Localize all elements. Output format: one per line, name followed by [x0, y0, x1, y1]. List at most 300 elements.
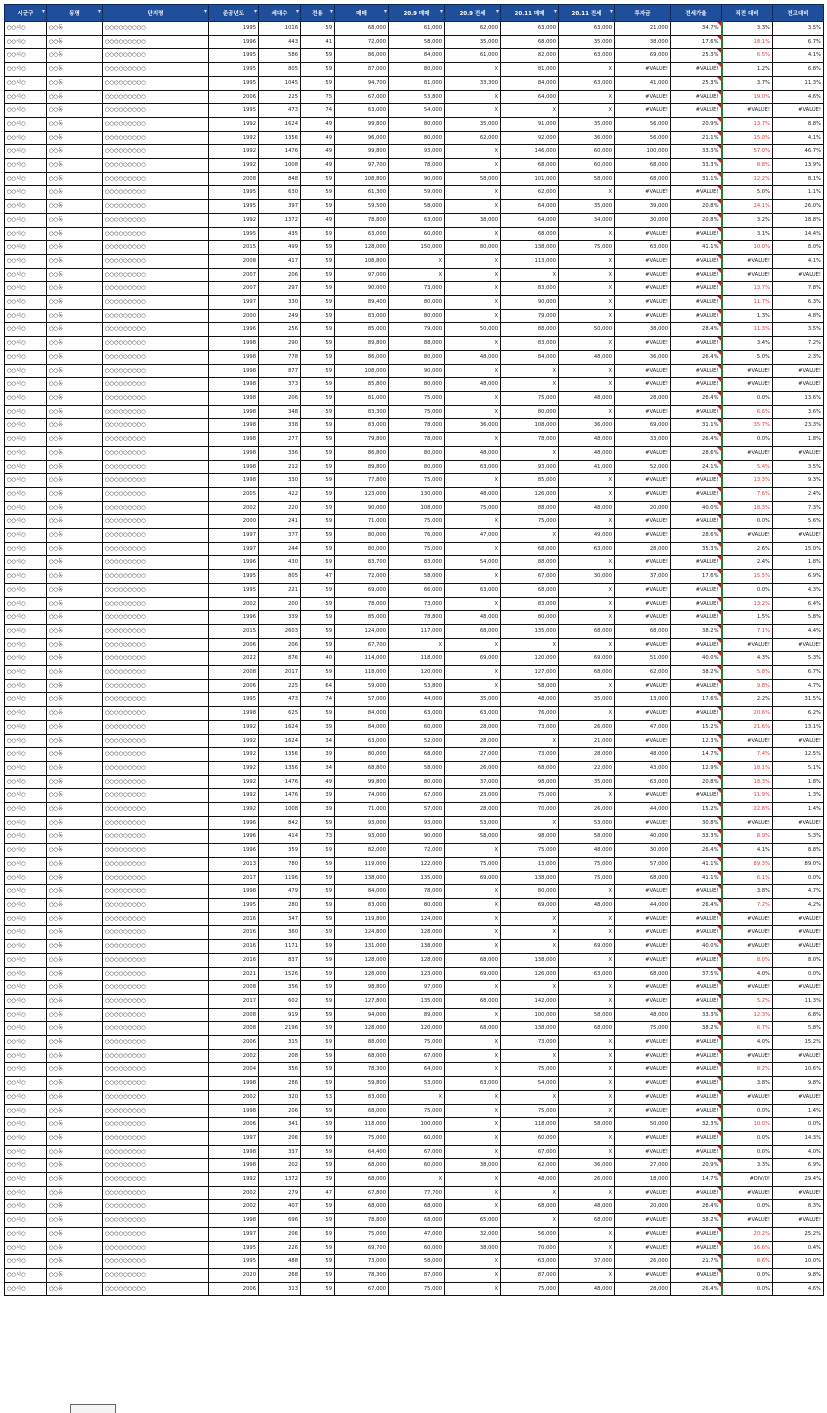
table-cell[interactable]: #VALUE!	[615, 1268, 671, 1282]
table-cell[interactable]: ○○동	[47, 131, 103, 145]
table-cell[interactable]: ○○동	[47, 446, 103, 460]
table-cell[interactable]: 48,000	[559, 446, 615, 460]
table-cell[interactable]: 90,000	[389, 172, 445, 186]
table-cell[interactable]: X	[559, 912, 615, 926]
table-cell[interactable]: 64	[301, 679, 335, 693]
table-cell[interactable]: #VALUE!	[722, 734, 773, 748]
table-cell[interactable]: 6.7%	[722, 1022, 773, 1036]
table-cell[interactable]: 0.0%	[722, 515, 773, 529]
column-header[interactable]	[5, 5, 47, 22]
table-cell[interactable]: 58,000	[389, 200, 445, 214]
table-cell[interactable]: 33,000	[615, 433, 671, 447]
table-cell[interactable]: #VALUE!	[615, 994, 671, 1008]
table-cell[interactable]: 1995	[209, 1241, 259, 1255]
table-cell[interactable]: ○○시○	[5, 761, 47, 775]
table-cell[interactable]: X	[559, 1090, 615, 1104]
table-cell[interactable]: #VALUE!	[615, 309, 671, 323]
table-cell[interactable]: 1998	[209, 419, 259, 433]
table-cell[interactable]: 88,000	[501, 501, 559, 515]
table-cell[interactable]: ○○시○	[5, 583, 47, 597]
table-cell[interactable]: ○○시○	[5, 474, 47, 488]
table-cell[interactable]: ○○시○	[5, 597, 47, 611]
table-cell[interactable]: 48,000	[615, 748, 671, 762]
table-cell[interactable]: 0.0%	[722, 1104, 773, 1118]
table-cell[interactable]: ○○○○○○○○○	[103, 542, 209, 556]
table-cell[interactable]: #VALUE!	[773, 816, 824, 830]
table-cell[interactable]: 69,000	[445, 967, 501, 981]
table-cell[interactable]: 1196	[259, 871, 301, 885]
table-cell[interactable]: 47,000	[445, 529, 501, 543]
table-cell[interactable]: 25.3%	[671, 49, 722, 63]
table-cell[interactable]: 68,000	[501, 542, 559, 556]
table-cell[interactable]: 100,000	[501, 1008, 559, 1022]
table-cell[interactable]: 63,000	[445, 583, 501, 597]
table-cell[interactable]: ○○동	[47, 323, 103, 337]
table-cell[interactable]: 39	[301, 748, 335, 762]
table-cell[interactable]: ○○○○○○○○○	[103, 624, 209, 638]
table-cell[interactable]: 73,000	[501, 748, 559, 762]
table-cell[interactable]: 1996	[209, 556, 259, 570]
table-cell[interactable]: ○○○○○○○○○	[103, 570, 209, 584]
table-cell[interactable]: 69,000	[335, 583, 389, 597]
table-cell[interactable]: 63,000	[559, 542, 615, 556]
table-cell[interactable]: 73,000	[501, 720, 559, 734]
table-cell[interactable]: ○○동	[47, 542, 103, 556]
table-cell[interactable]: 67,000	[501, 1145, 559, 1159]
table-cell[interactable]: 38,000	[445, 1159, 501, 1173]
table-cell[interactable]: 1372	[259, 1173, 301, 1187]
table-cell[interactable]: ○○동	[47, 1145, 103, 1159]
table-cell[interactable]: 67,000	[389, 1145, 445, 1159]
table-cell[interactable]: 53,000	[559, 816, 615, 830]
table-cell[interactable]: ○○동	[47, 337, 103, 351]
table-cell[interactable]: 77,700	[389, 1186, 445, 1200]
table-cell[interactable]: X	[445, 282, 501, 296]
table-cell[interactable]: 119,800	[335, 912, 389, 926]
table-cell[interactable]: 89.0%	[773, 857, 824, 871]
table-cell[interactable]: 59	[301, 323, 335, 337]
table-cell[interactable]: 41.1%	[671, 871, 722, 885]
table-cell[interactable]: 54,000	[389, 104, 445, 118]
table-cell[interactable]: 62,000	[501, 186, 559, 200]
table-cell[interactable]: X	[445, 337, 501, 351]
table-cell[interactable]: X	[445, 145, 501, 159]
table-cell[interactable]: 397	[259, 200, 301, 214]
table-cell[interactable]: 83,300	[335, 405, 389, 419]
table-cell[interactable]: #VALUE!	[671, 1077, 722, 1091]
table-cell[interactable]: 48,000	[559, 350, 615, 364]
table-cell[interactable]: 2008	[209, 981, 259, 995]
table-cell[interactable]: ○○동	[47, 117, 103, 131]
table-cell[interactable]: 69,000	[501, 899, 559, 913]
table-cell[interactable]: 59	[301, 227, 335, 241]
table-cell[interactable]: 27,000	[615, 1159, 671, 1173]
table-cell[interactable]: ○○○○○○○○○	[103, 816, 209, 830]
filter-dropdown-icon[interactable]: ▾	[383, 8, 387, 15]
table-cell[interactable]: X	[559, 1104, 615, 1118]
table-cell[interactable]: X	[389, 1090, 445, 1104]
table-cell[interactable]: 69,000	[445, 871, 501, 885]
column-header[interactable]	[501, 5, 559, 22]
table-cell[interactable]: 330	[259, 474, 301, 488]
table-cell[interactable]: 48,000	[559, 391, 615, 405]
table-cell[interactable]: 67,000	[335, 1282, 389, 1296]
table-cell[interactable]: 99,800	[335, 117, 389, 131]
table-cell[interactable]: ○○동	[47, 885, 103, 899]
table-cell[interactable]: X	[559, 474, 615, 488]
table-cell[interactable]: 67,000	[501, 570, 559, 584]
table-cell[interactable]: 1992	[209, 775, 259, 789]
table-cell[interactable]: 76,000	[389, 529, 445, 543]
table-cell[interactable]: X	[445, 885, 501, 899]
table-cell[interactable]: #VALUE!	[671, 309, 722, 323]
table-cell[interactable]: 0.0%	[722, 391, 773, 405]
table-cell[interactable]: 35,000	[445, 693, 501, 707]
table-cell[interactable]: ○○동	[47, 707, 103, 721]
table-cell[interactable]: #VALUE!	[773, 981, 824, 995]
table-cell[interactable]: 2007	[209, 282, 259, 296]
table-cell[interactable]: 630	[259, 186, 301, 200]
table-cell[interactable]: #VALUE!	[615, 529, 671, 543]
table-cell[interactable]: ○○동	[47, 720, 103, 734]
table-cell[interactable]: ○○동	[47, 1214, 103, 1228]
table-cell[interactable]: ○○동	[47, 419, 103, 433]
table-cell[interactable]: ○○시○	[5, 405, 47, 419]
table-cell[interactable]: 2017	[209, 871, 259, 885]
table-cell[interactable]: 79,000	[389, 323, 445, 337]
table-cell[interactable]: X	[445, 597, 501, 611]
table-cell[interactable]: 6.2%	[773, 707, 824, 721]
table-cell[interactable]: X	[559, 1049, 615, 1063]
table-cell[interactable]: ○○○○○○○○○	[103, 1104, 209, 1118]
table-cell[interactable]: 94,700	[335, 76, 389, 90]
table-cell[interactable]: X	[445, 405, 501, 419]
table-cell[interactable]: 59	[301, 487, 335, 501]
table-cell[interactable]: 59	[301, 1036, 335, 1050]
table-cell[interactable]: 2000	[209, 515, 259, 529]
table-cell[interactable]: ○○○○○○○○○	[103, 611, 209, 625]
table-cell[interactable]: 3.2%	[722, 213, 773, 227]
table-cell[interactable]: 59	[301, 268, 335, 282]
table-cell[interactable]: #VALUE!	[671, 611, 722, 625]
table-cell[interactable]: 80,000	[389, 117, 445, 131]
table-cell[interactable]: 7.4%	[722, 748, 773, 762]
table-cell[interactable]: #VALUE!	[671, 1063, 722, 1077]
table-cell[interactable]: ○○동	[47, 49, 103, 63]
table-cell[interactable]: 59	[301, 707, 335, 721]
table-cell[interactable]: #VALUE!	[615, 1049, 671, 1063]
table-cell[interactable]: 75,000	[501, 844, 559, 858]
table-cell[interactable]: 58,000	[559, 172, 615, 186]
table-cell[interactable]: 11.3%	[773, 76, 824, 90]
table-cell[interactable]: 1995	[209, 583, 259, 597]
table-cell[interactable]: 63,000	[335, 104, 389, 118]
table-cell[interactable]: 142,000	[501, 994, 559, 1008]
table-cell[interactable]: 11.3%	[722, 323, 773, 337]
table-cell[interactable]: 1996	[209, 830, 259, 844]
table-cell[interactable]: 40.0%	[671, 652, 722, 666]
table-cell[interactable]: 21.6%	[722, 720, 773, 734]
table-cell[interactable]: 11.7%	[722, 296, 773, 310]
table-cell[interactable]: 68,000	[335, 1049, 389, 1063]
table-cell[interactable]: ○○시○	[5, 830, 47, 844]
table-cell[interactable]: #VALUE!	[615, 1214, 671, 1228]
table-cell[interactable]: ○○시○	[5, 940, 47, 954]
table-cell[interactable]: 83,000	[501, 597, 559, 611]
table-cell[interactable]: X	[445, 1090, 501, 1104]
table-cell[interactable]: 78,000	[389, 159, 445, 173]
table-cell[interactable]: 35,000	[559, 775, 615, 789]
table-cell[interactable]: 0.0%	[722, 1282, 773, 1296]
table-cell[interactable]: 56,000	[615, 131, 671, 145]
table-cell[interactable]: X	[501, 104, 559, 118]
table-cell[interactable]: 435	[259, 227, 301, 241]
table-cell[interactable]: 73,000	[335, 1255, 389, 1269]
table-cell[interactable]: ○○동	[47, 652, 103, 666]
table-cell[interactable]: 75,000	[389, 391, 445, 405]
table-cell[interactable]: 2002	[209, 501, 259, 515]
table-cell[interactable]: 48,000	[501, 1173, 559, 1187]
table-cell[interactable]: #VALUE!	[671, 679, 722, 693]
table-cell[interactable]: 53,000	[389, 1077, 445, 1091]
table-cell[interactable]: X	[445, 926, 501, 940]
table-cell[interactable]: #VALUE!	[773, 1214, 824, 1228]
table-cell[interactable]: #VALUE!	[671, 296, 722, 310]
table-cell[interactable]: 20.6%	[722, 707, 773, 721]
table-cell[interactable]: 58,000	[445, 830, 501, 844]
table-cell[interactable]: #VALUE!	[671, 1090, 722, 1104]
table-cell[interactable]: ○○시○	[5, 666, 47, 680]
table-cell[interactable]: 84,000	[335, 885, 389, 899]
table-cell[interactable]: 2002	[209, 1049, 259, 1063]
table-cell[interactable]: X	[445, 844, 501, 858]
table-cell[interactable]: 68,000	[335, 1200, 389, 1214]
table-cell[interactable]: X	[559, 186, 615, 200]
table-cell[interactable]: 206	[259, 268, 301, 282]
table-cell[interactable]: 135,000	[389, 994, 445, 1008]
table-cell[interactable]: 59	[301, 1063, 335, 1077]
table-cell[interactable]: 50,000	[559, 323, 615, 337]
table-cell[interactable]: #VALUE!	[615, 268, 671, 282]
table-cell[interactable]: 1356	[259, 761, 301, 775]
table-cell[interactable]: 2006	[209, 1282, 259, 1296]
table-cell[interactable]: 2603	[259, 624, 301, 638]
table-cell[interactable]: 75,000	[335, 1227, 389, 1241]
table-cell[interactable]: 59	[301, 953, 335, 967]
table-cell[interactable]: 74,000	[335, 789, 389, 803]
table-cell[interactable]: ○○○○○○○○○	[103, 1186, 209, 1200]
table-cell[interactable]: 90,000	[335, 282, 389, 296]
table-cell[interactable]: 38.2%	[671, 1214, 722, 1228]
table-cell[interactable]: #VALUE!	[671, 337, 722, 351]
table-cell[interactable]: 43,000	[615, 761, 671, 775]
table-cell[interactable]: 20.9%	[671, 1159, 722, 1173]
table-cell[interactable]: 17.6%	[671, 570, 722, 584]
table-cell[interactable]: 59	[301, 200, 335, 214]
table-cell[interactable]: 7.8%	[773, 282, 824, 296]
table-cell[interactable]: #VALUE!	[671, 227, 722, 241]
table-cell[interactable]: X	[559, 515, 615, 529]
table-cell[interactable]: 89,000	[389, 1008, 445, 1022]
table-cell[interactable]: ○○동	[47, 1159, 103, 1173]
table-cell[interactable]: ○○○○○○○○○	[103, 803, 209, 817]
table-cell[interactable]: 63,000	[445, 460, 501, 474]
table-cell[interactable]: X	[445, 1036, 501, 1050]
table-cell[interactable]: 7.2%	[722, 899, 773, 913]
table-cell[interactable]: 59	[301, 405, 335, 419]
table-cell[interactable]: 59	[301, 474, 335, 488]
table-cell[interactable]: 68,000	[389, 1200, 445, 1214]
table-cell[interactable]: 75,000	[389, 515, 445, 529]
table-cell[interactable]: 6.9%	[773, 570, 824, 584]
table-cell[interactable]: 35,000	[559, 117, 615, 131]
table-cell[interactable]: 63,000	[559, 49, 615, 63]
table-cell[interactable]: ○○시○	[5, 433, 47, 447]
table-cell[interactable]: ○○시○	[5, 63, 47, 77]
table-cell[interactable]: ○○동	[47, 63, 103, 77]
table-cell[interactable]: #VALUE!	[671, 789, 722, 803]
table-cell[interactable]: 69,000	[615, 49, 671, 63]
table-cell[interactable]: 39,000	[615, 200, 671, 214]
table-cell[interactable]: 2002	[209, 1200, 259, 1214]
table-cell[interactable]: X	[501, 940, 559, 954]
table-cell[interactable]: 59	[301, 460, 335, 474]
table-cell[interactable]: 124,000	[389, 912, 445, 926]
table-cell[interactable]: 1.2%	[722, 63, 773, 77]
table-cell[interactable]: 2008	[209, 1022, 259, 1036]
table-cell[interactable]: #VALUE!	[671, 953, 722, 967]
table-cell[interactable]: X	[501, 1090, 559, 1104]
table-cell[interactable]: ○○시○	[5, 131, 47, 145]
table-cell[interactable]: X	[501, 734, 559, 748]
table-cell[interactable]: 1998	[209, 378, 259, 392]
table-cell[interactable]: #VALUE!	[615, 104, 671, 118]
table-cell[interactable]: ○○동	[47, 994, 103, 1008]
table-cell[interactable]: #VALUE!	[615, 1186, 671, 1200]
table-cell[interactable]: 20.2%	[722, 1227, 773, 1241]
table-cell[interactable]: 88,000	[501, 556, 559, 570]
table-cell[interactable]: 120,000	[389, 666, 445, 680]
table-cell[interactable]: 3.3%	[722, 1159, 773, 1173]
table-cell[interactable]: 58,000	[559, 1008, 615, 1022]
table-cell[interactable]: 58,000	[559, 830, 615, 844]
table-cell[interactable]: 1995	[209, 104, 259, 118]
table-cell[interactable]: 23,000	[445, 789, 501, 803]
table-cell[interactable]: 22.8%	[722, 803, 773, 817]
table-cell[interactable]: #VALUE!	[615, 446, 671, 460]
table-cell[interactable]: ○○○○○○○○○	[103, 241, 209, 255]
table-cell[interactable]: 377	[259, 529, 301, 543]
table-cell[interactable]: X	[445, 940, 501, 954]
table-cell[interactable]: #VALUE!	[773, 378, 824, 392]
table-cell[interactable]: 61,000	[389, 22, 445, 36]
table-cell[interactable]: 1624	[259, 734, 301, 748]
column-header[interactable]	[389, 5, 445, 22]
table-cell[interactable]: 57,000	[389, 803, 445, 817]
table-cell[interactable]: 0.0%	[722, 433, 773, 447]
table-cell[interactable]: 20,000	[615, 501, 671, 515]
table-cell[interactable]: 1995	[209, 227, 259, 241]
table-cell[interactable]: X	[559, 1227, 615, 1241]
table-cell[interactable]: ○○동	[47, 775, 103, 789]
table-cell[interactable]: 28,000	[615, 391, 671, 405]
table-cell[interactable]: 39	[301, 720, 335, 734]
table-cell[interactable]: 73,000	[389, 282, 445, 296]
table-cell[interactable]: 1995	[209, 186, 259, 200]
table-cell[interactable]: 15.5%	[722, 570, 773, 584]
table-cell[interactable]: 1476	[259, 145, 301, 159]
table-cell[interactable]: ○○동	[47, 405, 103, 419]
table-cell[interactable]: 75,000	[501, 515, 559, 529]
table-cell[interactable]: #VALUE!	[671, 556, 722, 570]
table-cell[interactable]: X	[559, 1186, 615, 1200]
table-cell[interactable]: ○○시○	[5, 378, 47, 392]
table-cell[interactable]: ○○○○○○○○○	[103, 1268, 209, 1282]
table-cell[interactable]: ○○시○	[5, 570, 47, 584]
table-cell[interactable]: 40.0%	[671, 940, 722, 954]
table-cell[interactable]: ○○시○	[5, 1077, 47, 1091]
table-cell[interactable]: 120,000	[389, 1022, 445, 1036]
table-cell[interactable]: 74	[301, 104, 335, 118]
table-cell[interactable]: 6.8%	[773, 1008, 824, 1022]
table-cell[interactable]: 83,000	[501, 282, 559, 296]
table-cell[interactable]: 13.6%	[773, 391, 824, 405]
table-cell[interactable]: 59	[301, 433, 335, 447]
table-cell[interactable]: ○○동	[47, 1022, 103, 1036]
table-cell[interactable]: #VALUE!	[615, 254, 671, 268]
table-cell[interactable]: ○○○○○○○○○	[103, 419, 209, 433]
table-cell[interactable]: 59	[301, 1268, 335, 1282]
table-cell[interactable]: 1998	[209, 391, 259, 405]
table-cell[interactable]: 88,000	[501, 323, 559, 337]
table-cell[interactable]: 7.3%	[773, 501, 824, 515]
table-cell[interactable]: #VALUE!	[615, 1063, 671, 1077]
table-cell[interactable]: 422	[259, 487, 301, 501]
table-cell[interactable]: 0.0%	[773, 871, 824, 885]
table-cell[interactable]: #VALUE!	[615, 885, 671, 899]
table-cell[interactable]: ○○○○○○○○○	[103, 296, 209, 310]
table-cell[interactable]: 48,000	[445, 350, 501, 364]
table-cell[interactable]: 60,000	[501, 1131, 559, 1145]
table-cell[interactable]: 14.7%	[671, 1173, 722, 1187]
column-header[interactable]	[615, 5, 671, 22]
table-cell[interactable]: 118,000	[335, 666, 389, 680]
table-cell[interactable]: X	[559, 282, 615, 296]
table-cell[interactable]: ○○동	[47, 570, 103, 584]
table-cell[interactable]: 36,000	[445, 419, 501, 433]
table-cell[interactable]: 108,800	[335, 254, 389, 268]
table-cell[interactable]: ○○시○	[5, 254, 47, 268]
table-cell[interactable]: 1045	[259, 76, 301, 90]
table-cell[interactable]: 15.2%	[773, 1036, 824, 1050]
table-cell[interactable]: 47,000	[389, 1227, 445, 1241]
table-cell[interactable]: ○○동	[47, 145, 103, 159]
table-cell[interactable]: 59	[301, 1214, 335, 1228]
table-cell[interactable]: 83,000	[501, 337, 559, 351]
table-cell[interactable]: ○○○○○○○○○	[103, 597, 209, 611]
table-cell[interactable]: 0.0%	[722, 1131, 773, 1145]
table-cell[interactable]: 68,800	[335, 761, 389, 775]
table-cell[interactable]: X	[559, 556, 615, 570]
table-cell[interactable]: X	[559, 611, 615, 625]
table-cell[interactable]: X	[445, 542, 501, 556]
table-cell[interactable]: 51,000	[615, 652, 671, 666]
table-cell[interactable]: 59	[301, 624, 335, 638]
table-cell[interactable]: 59	[301, 63, 335, 77]
table-cell[interactable]: #VALUE!	[615, 556, 671, 570]
table-cell[interactable]: 48,000	[559, 899, 615, 913]
table-cell[interactable]: X	[559, 679, 615, 693]
